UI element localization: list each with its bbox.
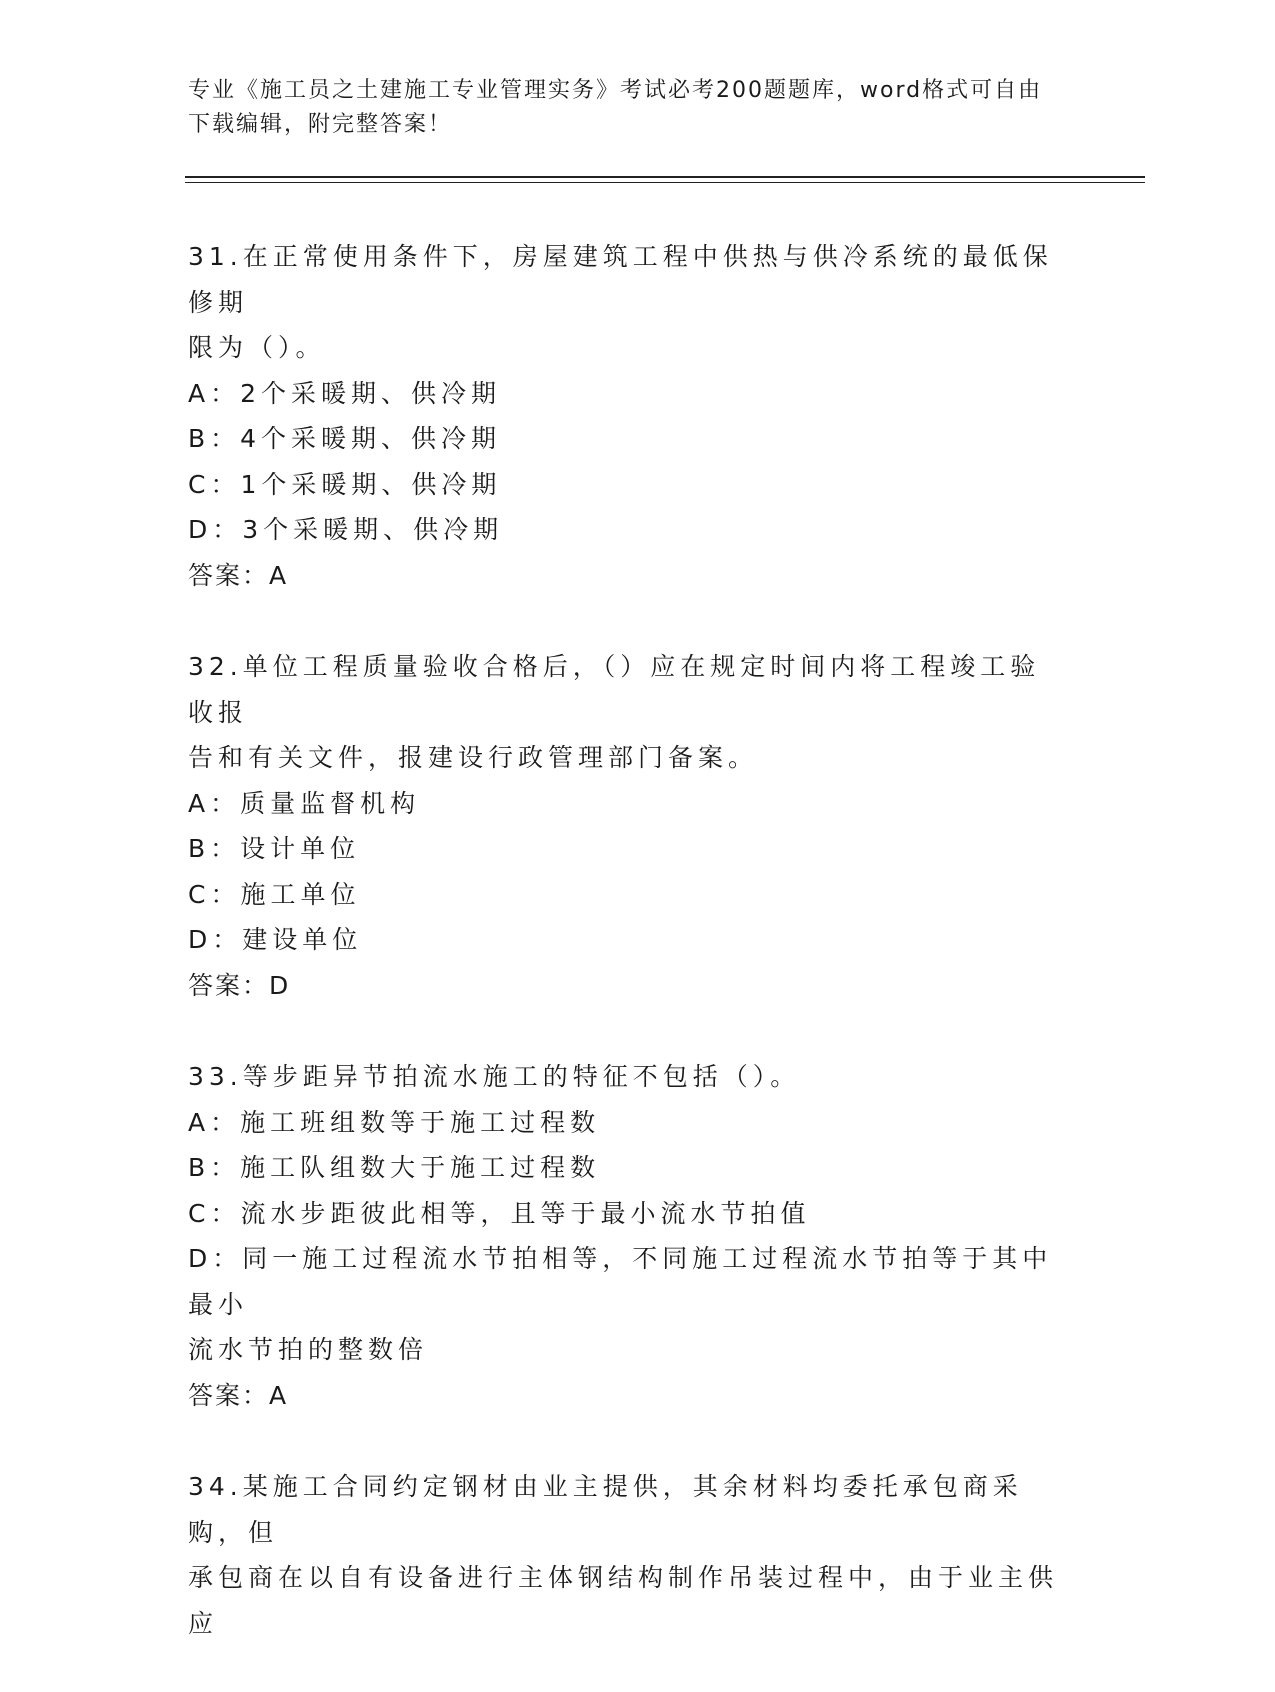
option-a: A：2个采暖期、供冷期 [188,378,502,408]
option-b: B：4个采暖期、供冷期 [188,424,502,453]
answer: 答案：A [188,1380,289,1410]
question-text-line: 31.在正常使用条件下，房屋建筑工程中供热与供冷系统的最低保修期 [188,242,1053,317]
header-divider-thin [185,182,1145,183]
option-a: A：施工班组数等于施工过程数 [188,1107,601,1137]
question-text-line: 告和有关文件，报建设行政管理部门备案。 [188,743,759,772]
question-text-line: 限为（）。 [188,333,326,362]
question-text-line: 34.某施工合同约定钢材由业主提供，其余材料均委托承包商采购，但 [188,1472,1023,1547]
option-b: B：施工队组数大于施工过程数 [188,1153,601,1182]
option-a: A：质量监督机构 [188,788,421,818]
option-d-continued: 流水节拍的整数倍 [188,1335,429,1364]
question-34 [188,1464,1068,1646]
option-d: D：同一施工过程流水节拍相等，不同施工过程流水节拍等于其中最小 [188,1244,1053,1319]
question-32 [188,644,1068,1008]
question-text-line: 33.等步距异节拍流水施工的特征不包括（）。 [188,1062,801,1091]
document-header [188,74,1068,142]
header-line-2: 下载编辑，附完整答案！ [188,112,453,137]
question-list [188,234,1068,1692]
header-divider-thick [185,176,1145,178]
option-c: C：流水步距彼此相等，且等于最小流水节拍值 [188,1198,811,1228]
option-b: B：设计单位 [188,834,361,863]
question-33 [188,1054,1068,1418]
question-text-line: 32.单位工程质量验收合格后，（）应在规定时间内将工程竣工验收报 [188,652,1041,727]
answer: 答案：D [188,970,291,1000]
header-line-1: 专业《施工员之土建施工专业管理实务》考试必考200题题库，word格式可自由 [188,78,1043,103]
question-text-line: 承包商在以自有设备进行主体钢结构制作吊装过程中，由于业主供应 [188,1563,1059,1638]
question-31 [188,234,1068,598]
option-c: C：1个采暖期、供冷期 [188,469,502,499]
option-d: D：建设单位 [188,925,363,954]
answer: 答案：A [188,560,289,590]
option-c: C：施工单位 [188,879,361,909]
option-d: D：3个采暖期、供冷期 [188,515,504,544]
